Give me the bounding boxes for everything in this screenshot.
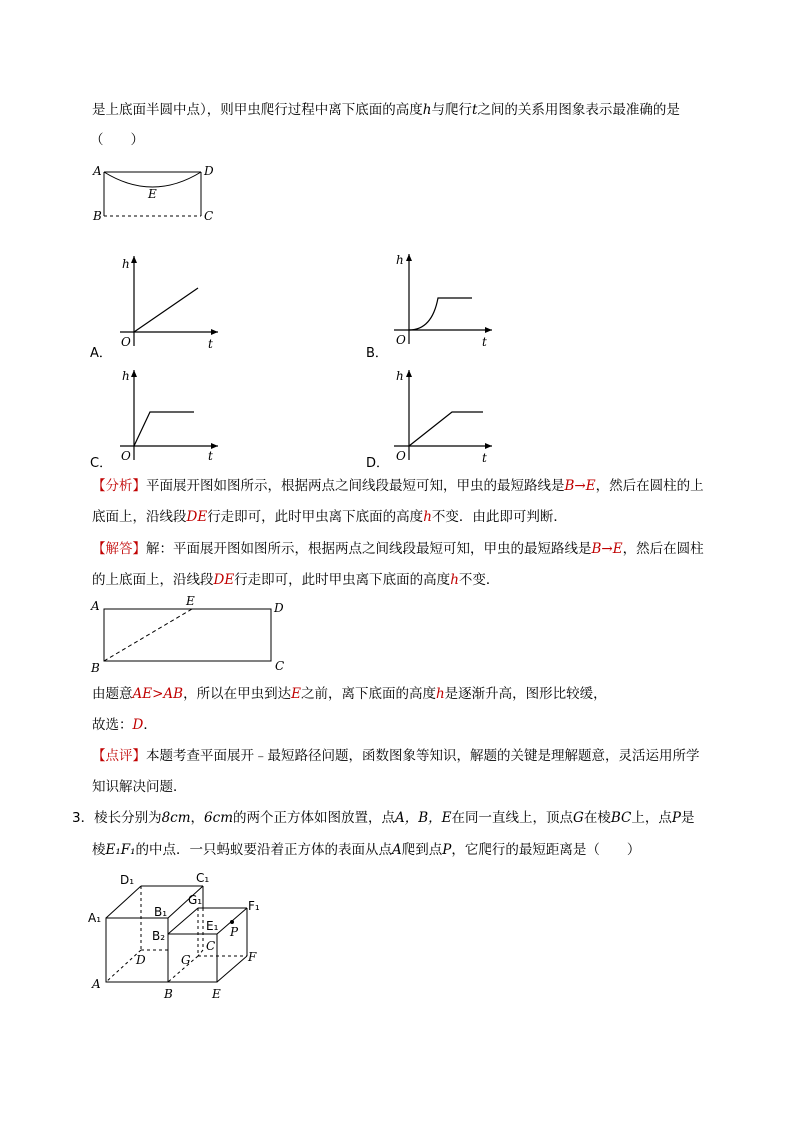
label-E: E xyxy=(212,987,221,1001)
stem-text: 在棱 xyxy=(583,810,611,826)
choice-line xyxy=(92,715,157,735)
origin-label: O xyxy=(396,449,406,463)
var-h: h xyxy=(422,102,432,118)
stem-text: 是 xyxy=(680,810,695,826)
solution-text: ，然后在圆柱 xyxy=(622,541,704,557)
label-G1: G₁ xyxy=(188,893,203,907)
solution-line1 xyxy=(92,539,704,559)
label-A1: A₁ xyxy=(88,911,102,925)
label-B2: B₂ xyxy=(152,929,166,943)
label-A: A xyxy=(91,599,100,613)
cylinder-figure xyxy=(88,160,218,230)
label-D: D xyxy=(136,953,146,967)
stem-text: 棱长分别为 xyxy=(94,810,162,826)
answer-paren: （ ） xyxy=(90,132,144,148)
segment-label: DE xyxy=(213,572,235,588)
solution-text: 的上底面上，沿线段 xyxy=(92,572,214,588)
axis-t-label: t xyxy=(208,449,213,463)
analysis-tag: 【分析】 xyxy=(92,478,146,494)
label-E: E xyxy=(186,594,195,608)
reason-text: 由题意 xyxy=(92,686,133,702)
analysis-text: 行走即可，此时甲虫离下底面的高度 xyxy=(207,509,424,525)
label-B: B xyxy=(93,209,102,223)
length-2: 6cm xyxy=(204,810,233,826)
stem-text: 的两个正方体如图放置，点 xyxy=(233,810,395,826)
stem-text-a: 是上底面半圆中点），则甲虫爬行过程中离下底面的高度 xyxy=(92,102,423,118)
analysis-text: 底面上，沿线段 xyxy=(92,509,187,525)
problem2-stem-line1 xyxy=(92,100,680,120)
reason-text: 是逐渐升高，图形比较缓， xyxy=(444,686,607,702)
point-G: G xyxy=(573,810,584,826)
unfolded-rectangle-figure xyxy=(88,594,298,676)
label-P: P xyxy=(230,925,239,939)
two-cubes-figure xyxy=(84,866,284,1006)
inequality: AE>AB xyxy=(132,686,184,702)
stem-text: 棱 xyxy=(92,842,106,858)
points-ABE: A，B，E xyxy=(395,810,452,826)
axis-t-label: t xyxy=(482,335,487,348)
label-F: F xyxy=(248,950,257,964)
option-B-label: B． xyxy=(366,346,388,361)
origin-label: O xyxy=(121,449,131,463)
path-label: B→E xyxy=(564,478,596,494)
problem3-line2 xyxy=(92,840,640,860)
var-t: t xyxy=(471,102,478,118)
label-E1: E₁ xyxy=(206,919,219,933)
label-G: G xyxy=(181,953,191,967)
point-P: P xyxy=(442,842,452,858)
option-A-graph xyxy=(112,252,222,352)
analysis-line1 xyxy=(92,476,704,496)
label-C1: C₁ xyxy=(196,871,210,885)
label-E: E xyxy=(148,187,157,201)
axis-t-label: t xyxy=(482,451,487,464)
var-h: h xyxy=(423,509,432,525)
edge-E1F1: E₁F₁ xyxy=(105,842,136,858)
label-B: B xyxy=(91,661,100,675)
stem-text: 爬到点 xyxy=(401,842,443,858)
stem-text-b: 与爬行 xyxy=(431,102,472,118)
var-h: h xyxy=(450,572,459,588)
problem-number: 3． xyxy=(72,810,95,826)
reason-text: ，所以在甲虫到达 xyxy=(183,686,292,702)
analysis-text: ，然后在圆柱的上 xyxy=(595,478,704,494)
solution-line2 xyxy=(92,570,499,590)
axis-h-label: h xyxy=(396,253,404,267)
label-C: C xyxy=(275,659,285,673)
origin-label: O xyxy=(396,333,406,347)
option-C-label: C． xyxy=(90,456,113,471)
stem-text: 的中点．一只蚂蚁要沿着正方体的表面从点 xyxy=(135,842,393,858)
comment-tag: 【点评】 xyxy=(92,748,146,764)
comment-line2: 知识解决问题． xyxy=(92,779,187,795)
analysis-text: 不变．由此即可判断． xyxy=(431,509,567,525)
option-D-label: D． xyxy=(366,456,390,471)
option-A-label: A． xyxy=(90,346,112,361)
axis-t-label: t xyxy=(208,337,213,351)
label-F1: F₁ xyxy=(248,899,260,913)
separator: ， xyxy=(190,810,205,826)
comment-text: 本题考查平面展开﹣最短路径问题，函数图象等知识，解题的关键是理解题意，灵活运用所学 xyxy=(146,748,700,764)
var-h: h xyxy=(435,686,445,702)
problem3-line1 xyxy=(72,808,694,828)
label-B1: B₁ xyxy=(154,905,168,919)
stem-text-c: 之间的关系用图象表示最准确的是 xyxy=(477,102,680,118)
length-1: 8cm xyxy=(161,810,191,826)
point-A: A xyxy=(392,842,402,858)
solution-tag: 【解答】 xyxy=(92,541,146,557)
analysis-text: 平面展开图如图所示，根据两点之间线段最短可知，甲虫的最短路线是 xyxy=(146,478,565,494)
axis-h-label: h xyxy=(122,257,130,271)
choice-text: ． xyxy=(143,717,157,733)
label-A: A xyxy=(93,164,102,178)
solution-text: 解：平面展开图如图所示，根据两点之间线段最短可知，甲虫的最短路线是 xyxy=(146,541,592,557)
comment-line1 xyxy=(92,746,700,766)
label-A: A xyxy=(92,977,101,991)
axis-h-label: h xyxy=(396,369,404,383)
reason-line xyxy=(92,684,607,704)
stem-text: 上，点 xyxy=(631,810,672,826)
option-C-graph xyxy=(112,364,222,464)
solution-text: 不变． xyxy=(458,572,500,588)
label-D: D xyxy=(204,164,214,178)
label-B: B xyxy=(164,987,173,1001)
edge-BC: BC xyxy=(610,810,632,826)
label-C: C xyxy=(206,939,216,953)
path-label: B→E xyxy=(591,541,623,557)
option-B-graph xyxy=(386,248,496,348)
segment-label: DE xyxy=(186,509,208,525)
label-D1: D₁ xyxy=(120,873,135,887)
analysis-line2 xyxy=(92,507,567,527)
option-D-graph xyxy=(386,364,496,464)
stem-text: 在同一直线上，顶点 xyxy=(451,810,574,826)
choice-text: 故选： xyxy=(92,717,133,733)
answer-letter: D xyxy=(132,717,144,733)
point-P-marker xyxy=(230,920,234,924)
label-C: C xyxy=(204,209,214,223)
axis-h-label: h xyxy=(122,369,130,383)
origin-label: O xyxy=(121,335,131,349)
point-P: P xyxy=(671,810,681,826)
stem-text: ，它爬行的最短距离是（ ） xyxy=(451,842,641,858)
reason-text: 之前，离下底面的高度 xyxy=(300,686,436,702)
label-D: D xyxy=(274,601,284,615)
solution-text: 行走即可，此时甲虫离下底面的高度 xyxy=(234,572,451,588)
point-E: E xyxy=(291,686,301,702)
